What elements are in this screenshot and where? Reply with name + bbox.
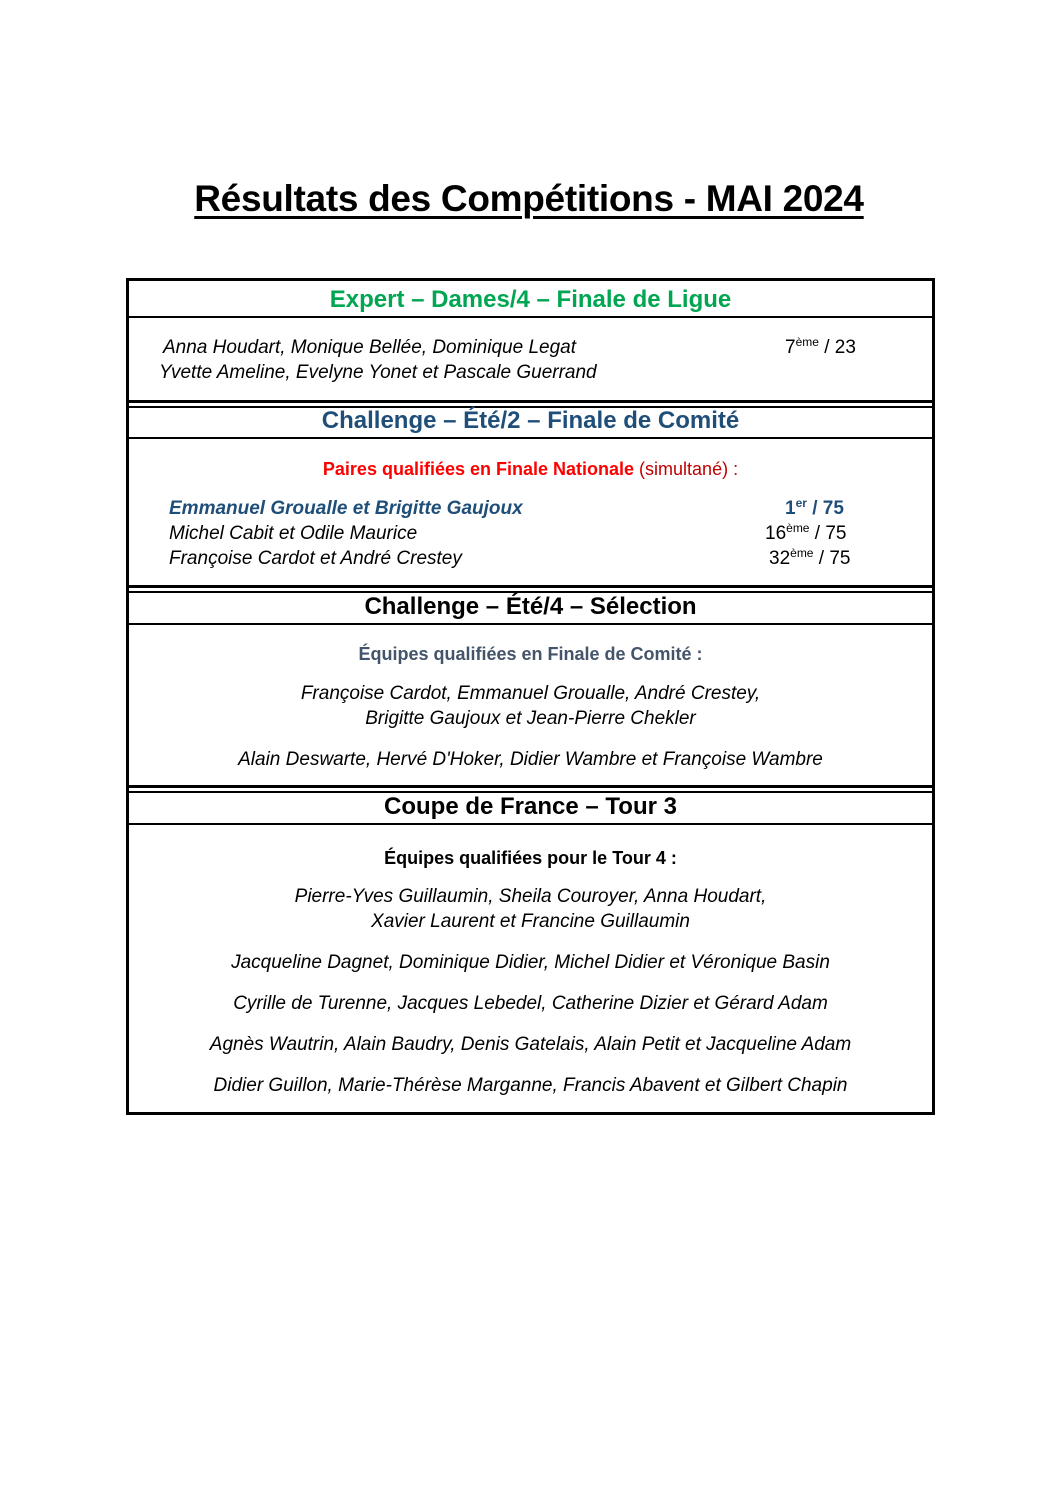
team-line: Xavier Laurent et Francine Guillaumin: [371, 911, 690, 932]
team-line: Yvette Ameline, Evelyne Yonet et Pascale Guerrand: [159, 362, 597, 383]
team-line: Françoise Cardot, Emmanuel Groualle, André Crestey,: [300, 683, 761, 704]
team-line: Anna Houdart, Monique Bellée, Dominique Legat: [163, 337, 576, 358]
page-title: Résultats des Compétitions - MAI 2024: [194, 178, 864, 219]
team-line: Pierre-Yves Guillaumin, Sheila Couroyer, Anna Houdart,: [294, 886, 767, 907]
team-line: Didier Guillon, Marie-Thérèse Marganne, Francis Abavent et Gilbert Chapin: [213, 1075, 848, 1096]
pair-names: Emmanuel Groualle et Brigitte Gaujoux: [169, 498, 523, 519]
results-frame: [126, 278, 935, 1115]
section-heading-coupe-de-france: Coupe de France – Tour 3: [384, 793, 677, 820]
divider: [129, 437, 932, 439]
rank: 7ème / 23: [785, 335, 856, 358]
divider: [129, 400, 932, 403]
section-heading-challenge-ete2: Challenge – Été/2 – Finale de Comité: [321, 407, 740, 434]
divider: [129, 823, 932, 825]
subheading-equipes: Équipes qualifiées pour le Tour 4 :: [384, 848, 677, 868]
divider: [129, 623, 932, 625]
team-line: Agnès Wautrin, Alain Baudry, Denis Gatelais, Alain Petit et Jacqueline Adam: [209, 1034, 852, 1055]
subheading-equipes: Équipes qualifiées en Finale de Comité :: [358, 644, 703, 664]
section-heading-expert: Expert – Dames/4 – Finale de Ligue: [329, 286, 732, 313]
rank: 1er / 75: [785, 496, 844, 519]
team-line: Cyrille de Turenne, Jacques Lebedel, Catherine Dizier et Gérard Adam: [233, 993, 828, 1014]
pair-names: Michel Cabit et Odile Maurice: [169, 523, 418, 544]
divider: [129, 585, 932, 588]
team-line: Brigitte Gaujoux et Jean-Pierre Chekler: [365, 708, 696, 729]
subheading-paires: Paires qualifiées en Finale Nationale (simultané) :: [322, 459, 739, 479]
team-line: Jacqueline Dagnet, Dominique Didier, Michel Didier et Véronique Basin: [231, 952, 830, 973]
section-heading-challenge-ete4: Challenge – Été/4 – Sélection: [364, 593, 697, 620]
divider: [129, 785, 932, 788]
team-line: Alain Deswarte, Hervé D'Hoker, Didier Wambre et Françoise Wambre: [238, 749, 823, 770]
divider: [129, 316, 932, 318]
pair-names: Françoise Cardot et André Crestey: [169, 548, 462, 569]
rank: 16ème / 75: [765, 521, 847, 544]
rank: 32ème / 75: [769, 546, 851, 569]
